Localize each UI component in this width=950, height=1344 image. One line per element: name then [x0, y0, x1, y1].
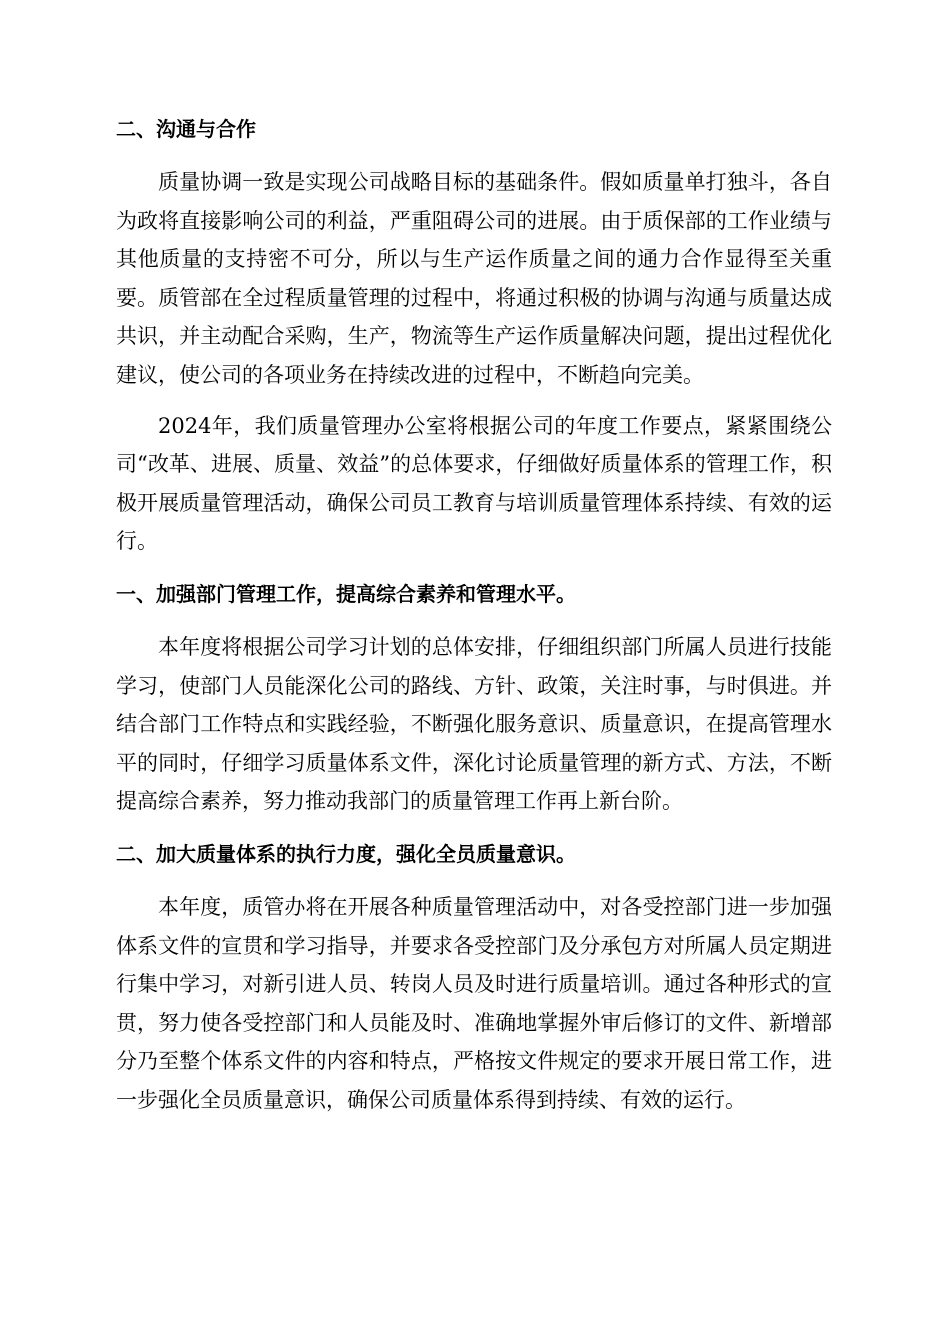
- paragraph-department-learning: 本年度将根据公司学习计划的总体安排，仔细组织部门所属人员进行技能学习，使部门人员能深化公司的路线、方针、政策，关注时事，与时俱进。并结合部门工作特点和实践经验，不断强化服务意识、质量意识，在提高管理水平的同时，仔细学习质量体系文件，深化讨论质量管理的新方式、方法，不断提高综合素养，努力推动我部门的质量管理工作再上新台阶。: [116, 634, 832, 814]
- section-heading-quality-system-execution: 二、加大质量体系的执行力度，强化全员质量意识。: [116, 841, 576, 866]
- section-heading-communication: 二、沟通与合作: [116, 117, 256, 141]
- paragraph-quality-coordination: 质量协调一致是实现公司战略目标的基础条件。假如质量单打独斗，各自为政将直接影响公司的利益，严重阻碍公司的进展。由于质保部的工作业绩与其他质量的支持密不可分，所以与生产运作质量之间的通力合作显得至关重要。质管部在全过程质量管理的过程中，将通过积极的协调与沟通与质量达成共识，并主动配合采购，生产，物流等生产运作质量解决问题，提出过程优化建议，使公司的各项业务在持续改进的过程中，不断趋向完美。: [116, 170, 832, 387]
- document-body: [116, 112, 832, 1119]
- paragraph-annual-plan: 2024年，我们质量管理办公室将根据公司的年度工作要点，紧紧围绕公司“改革、进展、质量、效益”的总体要求，仔细做好质量体系的管理工作，积极开展质量管理活动，确保公司员工教育与培训质量管理体系持续、有效的运行。: [116, 413, 832, 554]
- paragraph-quality-training: 本年度，质管办将在开展各种质量管理活动中，对各受控部门进一步加强体系文件的宣贯和学习指导，并要求各受控部门及分承包方对所属人员定期进行集中学习，对新引进人员、转岗人员及时进行质量培训。通过各种形式的宣贯，努力使各受控部门和人员能及时、准确地掌握外审后修订的文件、新增部分乃至整个体系文件的内容和特点，严格按文件规定的要求开展日常工作，进一步强化全员质量意识，确保公司质量体系得到持续、有效的运行。: [116, 894, 832, 1112]
- section-heading-department-management: 一、加强部门管理工作，提高综合素养和管理水平。: [116, 581, 576, 606]
